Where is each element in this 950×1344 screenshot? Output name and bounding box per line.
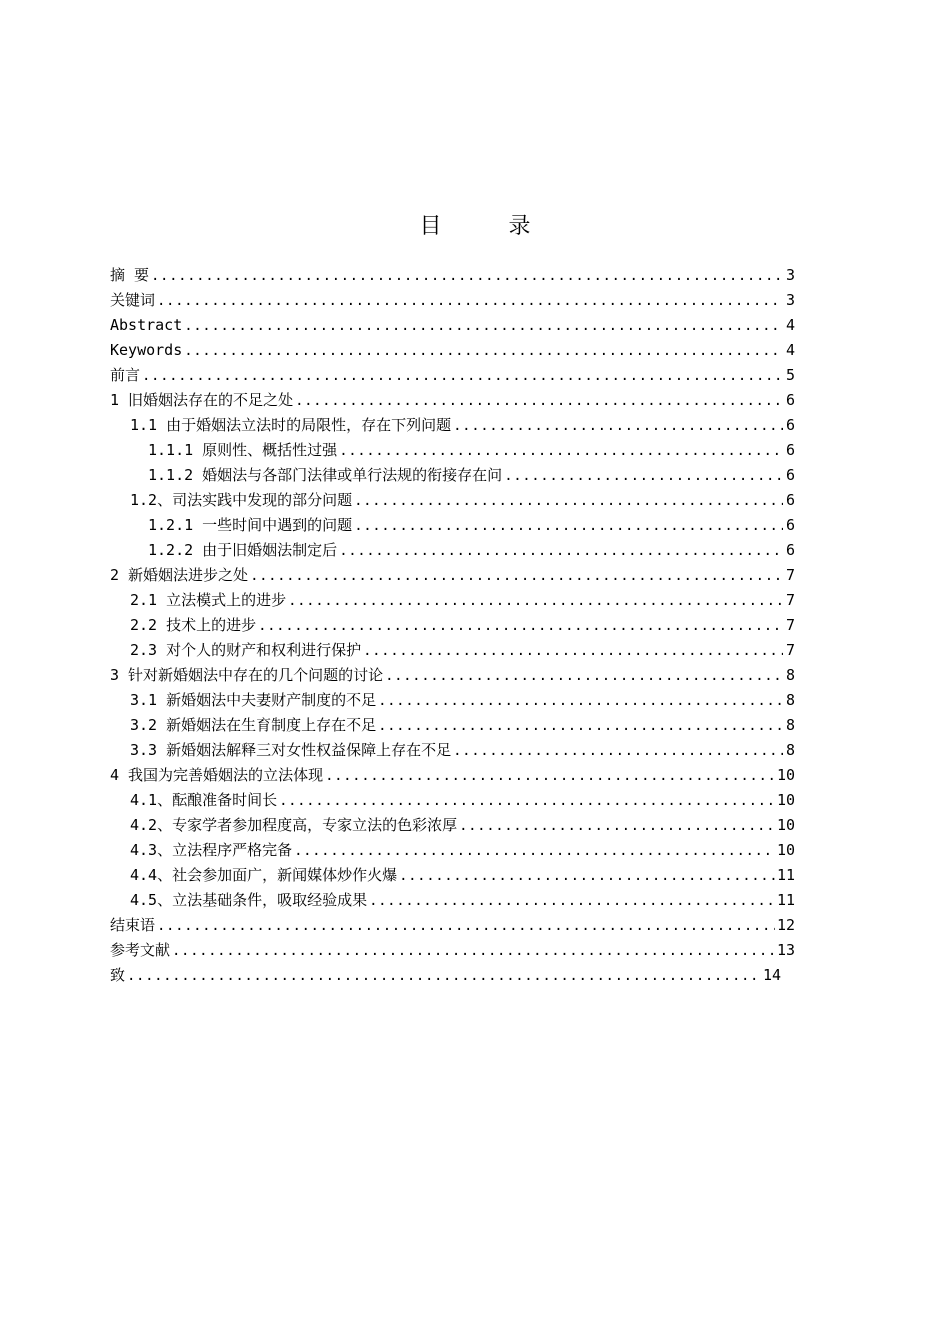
toc-entry-page: 3	[785, 291, 795, 309]
toc-entry[interactable]	[110, 288, 795, 313]
toc-entry-page: 8	[785, 716, 795, 734]
toc-entry-label: 关键词	[110, 291, 156, 309]
toc-entry[interactable]	[110, 663, 795, 688]
toc-entry-page: 10	[776, 841, 795, 859]
toc-leader-dots	[399, 864, 775, 889]
toc-entry-page: 3	[785, 266, 795, 284]
toc-entry[interactable]	[110, 338, 795, 363]
toc-leader-dots	[157, 914, 775, 939]
toc-entry[interactable]	[110, 463, 795, 488]
table-of-contents	[110, 263, 795, 988]
toc-entry-page: 11	[776, 866, 795, 884]
toc-entry-page: 10	[776, 816, 795, 834]
toc-entry-page: 7	[785, 641, 795, 659]
toc-entry-page: 6	[785, 466, 795, 484]
toc-entry[interactable]	[110, 538, 795, 563]
toc-entry-page: 13	[776, 941, 795, 959]
toc-leader-dots	[369, 889, 775, 914]
toc-entry-label: 4.4、社会参加面广，新闻媒体炒作火爆	[130, 866, 398, 884]
toc-entry-page: 5	[785, 366, 795, 384]
toc-entry-page: 8	[785, 741, 795, 759]
toc-entry-label: 1.2、司法实践中发现的部分问题	[130, 491, 353, 509]
toc-entry[interactable]	[110, 713, 795, 738]
toc-entry-page: 7	[785, 591, 795, 609]
toc-entry[interactable]	[110, 363, 795, 388]
toc-leader-dots	[378, 714, 783, 739]
toc-entry[interactable]	[110, 888, 795, 913]
toc-entry[interactable]	[110, 588, 795, 613]
toc-leader-dots	[258, 614, 783, 639]
toc-entry-page: 6	[785, 516, 795, 534]
toc-entry-label: 1.1.2 婚姻法与各部门法律或单行法规的衔接存在问	[148, 466, 503, 484]
toc-leader-dots	[363, 639, 783, 664]
toc-entry-label: 结束语	[110, 916, 156, 934]
toc-leader-dots	[453, 739, 783, 764]
toc-entry[interactable]	[110, 388, 795, 413]
toc-leader-dots	[151, 264, 783, 289]
toc-title: 目 录	[419, 214, 561, 239]
toc-leader-dots	[339, 439, 783, 464]
toc-entry-label: 1.2.2 由于旧婚姻法制定后	[148, 541, 338, 559]
toc-entry[interactable]	[110, 688, 795, 713]
toc-entry-label: 3.3 新婚姻法解释三对女性权益保障上存在不足	[130, 741, 452, 759]
toc-leader-dots	[279, 789, 775, 814]
toc-leader-dots	[339, 539, 783, 564]
toc-entry-label: 4 我国为完善婚姻法的立法体现	[110, 766, 324, 784]
toc-entry[interactable]	[110, 513, 795, 538]
toc-entry[interactable]	[110, 863, 795, 888]
toc-entry[interactable]	[110, 638, 795, 663]
toc-entry-label: 4.3、立法程序严格完备	[130, 841, 293, 859]
toc-leader-dots	[288, 589, 783, 614]
toc-entry-label: 2.2 技术上的进步	[130, 616, 257, 634]
toc-entry-page: 7	[785, 566, 795, 584]
toc-entry-label: 4.5、立法基础条件，吸取经验成果	[130, 891, 368, 909]
toc-entry[interactable]	[110, 913, 795, 938]
toc-leader-dots	[142, 364, 783, 389]
toc-leader-dots	[325, 764, 775, 789]
toc-leader-dots	[453, 414, 783, 439]
toc-entry-label: 2.1 立法模式上的进步	[130, 591, 287, 609]
toc-entry-label: 1.2.1 一些时间中遇到的问题	[148, 516, 353, 534]
toc-entry-page: 7	[785, 616, 795, 634]
toc-entry-page: 6	[785, 541, 795, 559]
toc-entry-label: 3.1 新婚姻法中夫妻财产制度的不足	[130, 691, 377, 709]
toc-entry-page: 6	[785, 391, 795, 409]
toc-leader-dots	[184, 314, 783, 339]
toc-leader-dots	[250, 564, 783, 589]
toc-entry-label: 摘 要	[110, 266, 150, 284]
toc-entry[interactable]	[110, 813, 795, 838]
toc-leader-dots	[504, 464, 783, 489]
toc-entry[interactable]	[110, 763, 795, 788]
toc-leader-dots	[385, 664, 783, 689]
toc-entry-page: 12	[776, 916, 795, 934]
toc-entry-label: 2 新婚姻法进步之处	[110, 566, 249, 584]
toc-entry[interactable]	[110, 488, 795, 513]
toc-entry-label: 1.1.1 原则性、概括性过强	[148, 441, 338, 459]
toc-entry[interactable]	[110, 788, 795, 813]
toc-leader-dots	[459, 814, 775, 839]
toc-entry-page: 6	[785, 441, 795, 459]
toc-entry[interactable]	[110, 563, 795, 588]
toc-leader-dots	[184, 339, 783, 364]
toc-entry[interactable]	[110, 838, 795, 863]
toc-entry-label: 1 旧婚姻法存在的不足之处	[110, 391, 294, 409]
toc-entry-page: 11	[776, 891, 795, 909]
toc-entry-page: 6	[785, 491, 795, 509]
toc-entry[interactable]	[110, 413, 795, 438]
toc-leader-dots	[127, 964, 761, 989]
toc-entry[interactable]	[110, 938, 795, 963]
toc-leader-dots	[172, 939, 775, 964]
toc-entry[interactable]	[110, 738, 795, 763]
toc-entry-page: 10	[776, 791, 795, 809]
toc-entry[interactable]	[110, 963, 795, 988]
toc-entry-label: 参考文献	[110, 941, 171, 959]
toc-entry-page: 8	[785, 691, 795, 709]
toc-entry-page: 6	[785, 416, 795, 434]
toc-entry-label: 致	[110, 966, 126, 984]
toc-leader-dots	[295, 389, 783, 414]
toc-entry[interactable]	[110, 263, 795, 288]
toc-entry-label: 1.1 由于婚姻法立法时的局限性，存在下列问题	[130, 416, 452, 434]
toc-leader-dots	[354, 489, 783, 514]
toc-entry-page: 10	[776, 766, 795, 784]
toc-leader-dots	[378, 689, 783, 714]
toc-entry[interactable]	[110, 613, 795, 638]
toc-entry-page: 4	[785, 341, 795, 359]
toc-entry-label: Abstract	[110, 316, 183, 334]
toc-leader-dots	[294, 839, 775, 864]
toc-entry-label: 2.3 对个人的财产和权利进行保护	[130, 641, 362, 659]
toc-entry[interactable]	[110, 438, 795, 463]
toc-entry-page: 14	[762, 966, 781, 984]
toc-entry[interactable]	[110, 313, 795, 338]
toc-leader-dots	[354, 514, 783, 539]
toc-entry-page: 8	[785, 666, 795, 684]
toc-entry-label: 前言	[110, 366, 141, 384]
toc-entry-label: 3.2 新婚姻法在生育制度上存在不足	[130, 716, 377, 734]
toc-entry-label: 3 针对新婚姻法中存在的几个问题的讨论	[110, 666, 384, 684]
toc-entry-label: Keywords	[110, 341, 183, 359]
toc-leader-dots	[157, 289, 783, 314]
toc-entry-label: 4.1、酝酿准备时间长	[130, 791, 278, 809]
toc-entry-label: 4.2、专家学者参加程度高，专家立法的色彩浓厚	[130, 816, 458, 834]
toc-entry-page: 4	[785, 316, 795, 334]
